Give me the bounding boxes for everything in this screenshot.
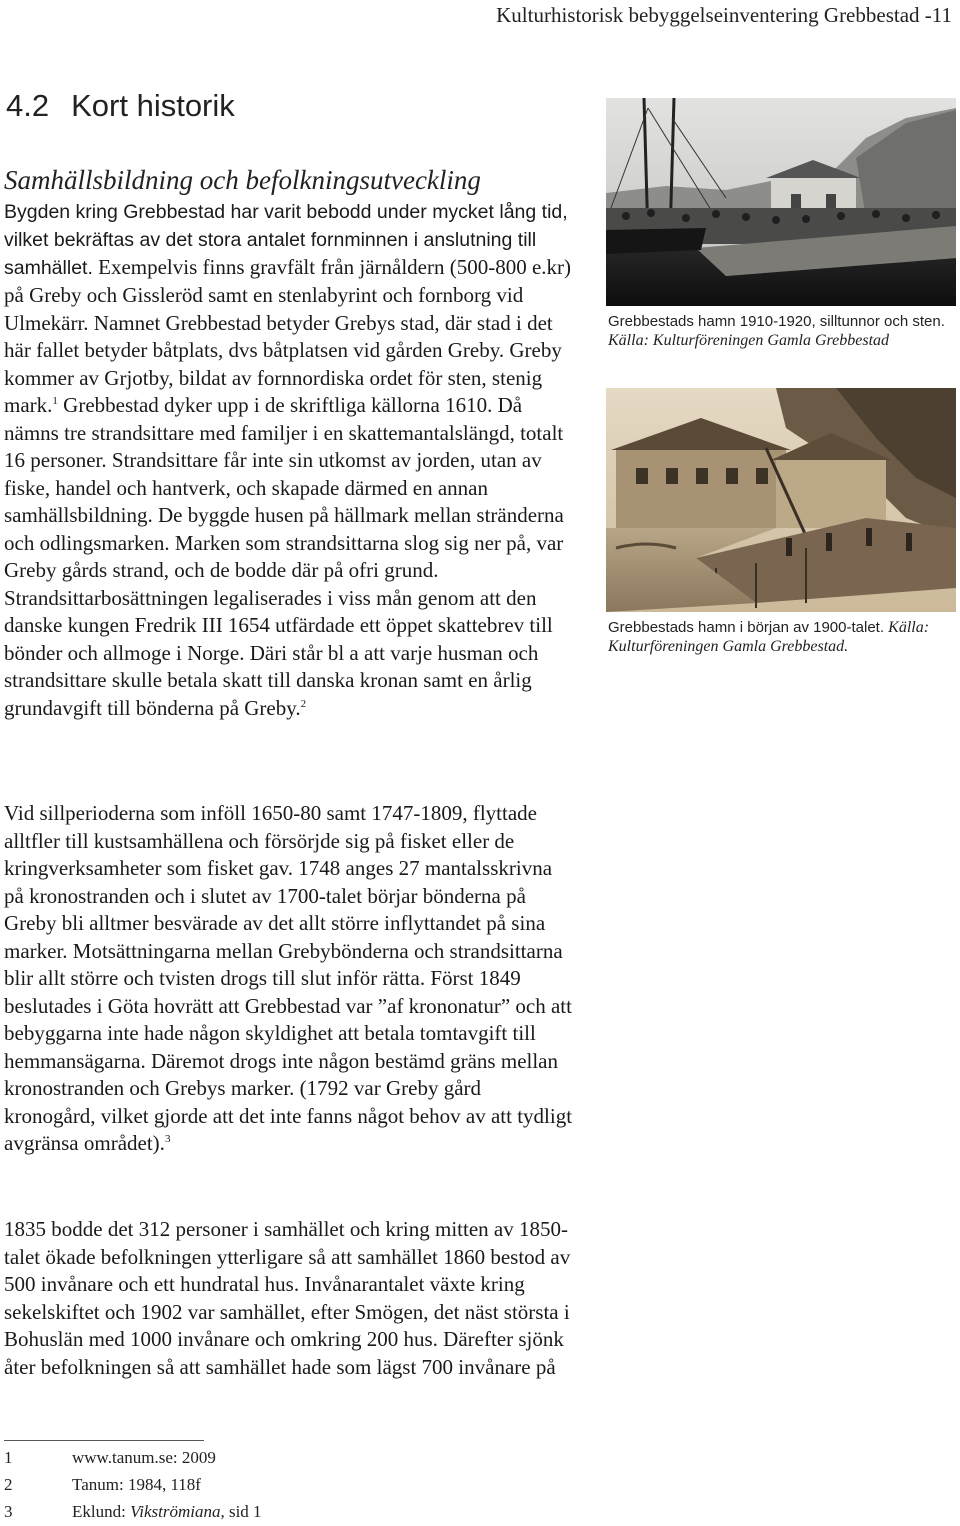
- paragraph-lead: Bygden kring Grebbestad har varit bebodd under mycket lång tid, vilket bekräftas av det stora antalet fornminnen i anslutning till samhället.: [4, 201, 568, 279]
- footnote-text: Tanum: 1984, 118f: [72, 1475, 201, 1494]
- body-paragraph-2: [4, 800, 576, 1158]
- caption-source: Källa: Kulturföreningen Gamla Grebbestad.: [608, 619, 930, 655]
- body-paragraph-3: [4, 1216, 576, 1381]
- section-title-text: Kort historik: [71, 88, 235, 123]
- paragraph-text: 1835 bodde det 312 personer i samhället och kring mitten av 1850-talet ökade befolkningen ytterligare så att samhället 1860 bestod av 500 invånare och ett hundratal hus. Invånarantalet växte kring sekelskiftet och 1902 var samhället, efter Smögen, det näst största i Bohuslän med 1000 invånare och omkring 200 hus. Därefter sjönk åter befolkningen så att samhället hade som lägst 700 invånare på: [4, 1217, 571, 1379]
- paragraph-text: Grebbestad dyker upp i de skriftliga källorna 1610. Då nämns tre strandsittare med familjer i en skattemantalslängd, totalt 16 personer. Strandsittare får inte sin utkomst av jorden, utan av fiske, handel och hantverk, och skapade därmed en annan samhällsbildning. De byggde husen på hällmark mellan stränderna och odlingsmarken. Marken som strandsittarna slog sig ner på, var Greby gårds strand, och de bodde där på ofri grund. Strandsittarbosättningen legaliserades i viss mån genom att den danske kungen Fredrik III 1654 utfärdade ett öppet skattebrev till bönder och allmoge i Norge. Däri står bl a att varje husman och strandsittare skulle betala skatt till danska kronan samt en årlig grundavgift till bönderna på Greby.: [4, 393, 564, 720]
- photo-1-caption: [608, 312, 958, 350]
- footnote-text-tail: , sid 1: [220, 1502, 262, 1521]
- footnote-item: [0, 1471, 960, 1498]
- subheading: Samhällsbildning och befolkningsutveckling: [4, 165, 481, 195]
- section-title: [6, 88, 235, 124]
- footnote-ref[interactable]: 2: [300, 697, 307, 710]
- harbour-photo-2: [606, 388, 956, 612]
- footnote-text: www.tanum.se: 2009: [72, 1448, 216, 1467]
- caption-text: Grebbestads hamn i början av 1900-talet.: [608, 619, 884, 636]
- footnote-item: [0, 1498, 960, 1525]
- body-paragraph-1: [4, 198, 576, 722]
- caption-source: Källa: Kulturföreningen Gamla Grebbestad: [608, 332, 890, 349]
- footnote-number: 2: [4, 1475, 13, 1494]
- footnote-ref[interactable]: 3: [164, 1133, 171, 1145]
- footnote-text-plain: Eklund:: [72, 1502, 131, 1521]
- caption-text: Grebbestads hamn 1910-1920, silltunnor och sten.: [608, 313, 945, 330]
- footnote-text: [72, 1498, 262, 1525]
- footnote-text-italic: Vikströmiana: [130, 1502, 221, 1521]
- section-number: 4.2: [6, 88, 50, 123]
- footnote-ref[interactable]: 1: [52, 395, 58, 407]
- footnote-number: 1: [4, 1448, 13, 1467]
- photo-2-caption: [608, 618, 958, 656]
- running-header: Kulturhistorisk bebyggelseinventering Grebbestad -11: [496, 3, 952, 27]
- footnote-divider: [4, 1440, 204, 1441]
- paragraph-text: Vid sillperioderna som inföll 1650-80 samt 1747-1809, flyttade alltfler till kustsamhällena och försörjde sig på fisket eller de kringverksamheter som fisket gav. 1748 anges 27 mantalsskrivna på kronostranden och i slutet av 1700-talet börjar bönderna på Greby bli alltmer besvärade av det allt större inflyttandet på sina marker. Motsättningarna mellan Grebybönderna och strandsittarna blir allt större och tvisten drogs till slut inför rätta. Först 1849 beslutades i Göta hovrätt att Grebbestad var ”af krononatur” och att bebyggarna inte hade någon skyldighet att betala tomtavgift till hemmansägarna. Däremot drogs inte någon bestämd gräns mellan kronostranden och Grebys marker. (1792 var Greby gård kronogård, vilket gjorde att det inte fanns något behov av att tydligt avgränsa området).: [4, 801, 573, 1155]
- footnote-number: 3: [4, 1502, 13, 1521]
- footnotes: [0, 1444, 960, 1525]
- harbour-photo-1: [606, 98, 956, 306]
- footnote-item: [0, 1444, 960, 1471]
- paragraph-text: Exempelvis finns gravfält från järnåldern (500-800 e.kr) på Greby och Gissleröd samt en stenlabyrint och fornborg vid Ulmekärr. Namnet Grebbestad betyder Grebys stad, där stad i det här fallet betyder båtplats, dvs båtplatsen vid gården Greby. Greby kommer av Grjotby, bildat av fornnordiska ordet för sten, stenig mark.: [4, 255, 572, 417]
